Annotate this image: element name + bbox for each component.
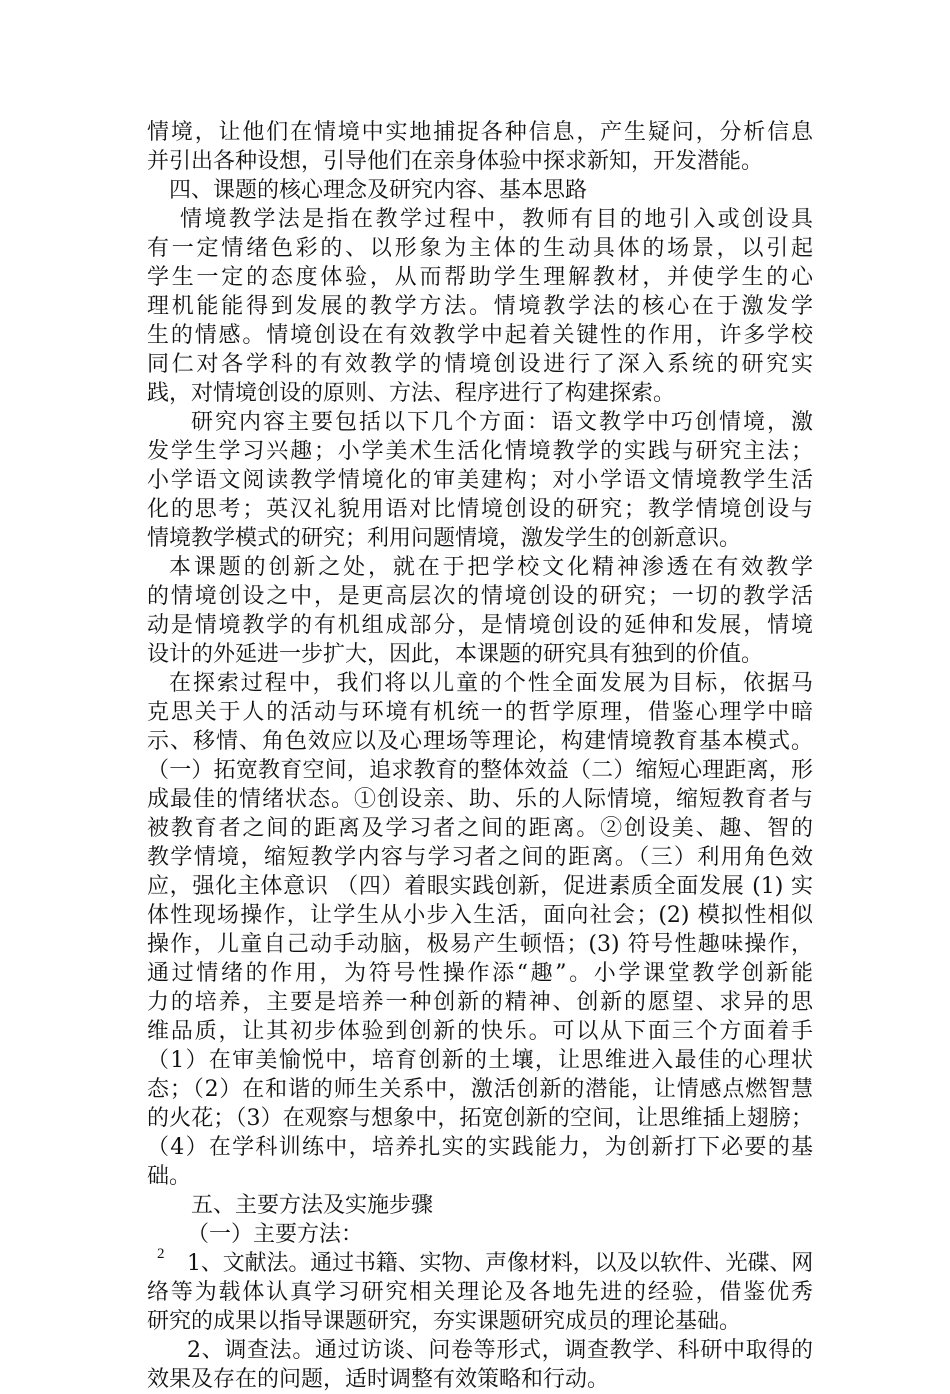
- text-line: 的火花；（3）在观察与想象中，拓宽创新的空间，让思维插上翅膀；: [147, 1106, 813, 1131]
- text-line: 操作，儿童自己动手动脑，极易产生顿悟；(3) 符号性趣味操作，: [147, 932, 813, 957]
- text-line: 在探索过程中，我们将以儿童的个性全面发展为目标，依据马: [169, 671, 813, 696]
- text-line: 础。: [147, 1164, 192, 1189]
- subsection-heading: （一）主要方法：: [187, 1222, 364, 1247]
- text-line: 力的培养，主要是培养一种创新的精神、创新的愿望、求异的思: [147, 990, 813, 1015]
- text-line: 有一定情绪色彩的、以形象为主体的生动具体的场景，以引起: [147, 236, 813, 261]
- text-line: 情境，让他们在情境中实地捕捉各种信息，产生疑问，分析信息: [147, 120, 813, 145]
- section-heading: 四、课题的核心理念及研究内容、基本思路: [169, 178, 588, 203]
- text-line: （一）拓宽教育空间，追求教育的整体效益（二）缩短心理距离，形: [147, 758, 813, 783]
- text-line: 态；（2）在和谐的师生关系中，激活创新的潜能，让情感点燃智慧: [147, 1077, 813, 1102]
- text-line: 应，强化主体意识 （四）着眼实践创新，促进素质全面发展 (1) 实: [147, 874, 813, 899]
- text-line: 同仁对各学科的有效教学的情境创设进行了深入系统的研究实: [147, 352, 813, 377]
- text-line: 1、文献法。通过书籍、实物、声像材料，以及以软件、光碟、网: [187, 1251, 813, 1276]
- text-line: 教学情境，缩短教学内容与学习者之间的距离。（三）利用角色效: [147, 845, 813, 870]
- text-line: （1）在审美愉悦中，培育创新的土壤，让思维进入最佳的心理状: [147, 1048, 813, 1073]
- text-line: 情境教学模式的研究；利用问题情境，激发学生的创新意识。: [147, 526, 742, 551]
- text-line: 发学生学习兴趣；小学美术生活化情境教学的实践与研究主法；: [147, 439, 813, 464]
- text-line: 体性现场操作，让学生从小步入生活，面向社会；(2) 模拟性相似: [147, 903, 813, 928]
- text-line: 研究的成果以指导课题研究，夯实课题研究成员的理论基础。: [147, 1309, 742, 1334]
- text-line: 通过情绪的作用，为符号性操作添“趣”。小学课堂教学创新能: [147, 961, 813, 986]
- text-line: 理机能能得到发展的教学方法。情境教学法的核心在于激发学: [147, 294, 813, 319]
- text-line: 被教育者之间的距离及学习者之间的距离。②创设美、趣、智的: [147, 816, 813, 841]
- text-line: （4）在学科训练中，培养扎实的实践能力，为创新打下必要的基: [147, 1135, 813, 1160]
- text-line: 效果及存在的问题，适时调整有效策略和行动。: [147, 1367, 610, 1392]
- text-line: 研究内容主要包括以下几个方面：语文教学中巧创情境，激: [191, 410, 813, 435]
- text-line: 维品质，让其初步体验到创新的快乐。可以从下面三个方面着手: [147, 1019, 813, 1044]
- text-line: 学生一定的态度体验，从而帮助学生理解教材，并使学生的心: [147, 265, 813, 290]
- text-line: 设计的外延进一步扩大，因此，本课题的研究具有独到的价值。: [147, 642, 764, 667]
- section-heading: 五、主要方法及实施步骤: [191, 1193, 434, 1218]
- text-line: 的情境创设之中，是更高层次的情境创设的研究；一切的教学活: [147, 584, 813, 609]
- text-line: 并引出各种设想，引导他们在亲身体验中探求新知，开发潜能。: [147, 149, 764, 174]
- page-number: 2: [157, 1246, 165, 1262]
- text-line: 示、移情、角色效应以及心理场等理论，构建情境教育基本模式。: [147, 729, 813, 754]
- text-line: 动是情境教学的有机组成部分，是情境创设的延伸和发展，情境: [147, 613, 813, 638]
- text-line: 化的思考；英汉礼貌用语对比情境创设的研究；教学情境创设与: [147, 497, 813, 522]
- text-line: 克思关于人的活动与环境有机统一的哲学原理，借鉴心理学中暗: [147, 700, 813, 725]
- text-line: 成最佳的情绪状态。①创设亲、助、乐的人际情境，缩短教育者与: [147, 787, 813, 812]
- text-line: 2、调查法。通过访谈、问卷等形式，调查教学、科研中取得的: [187, 1338, 813, 1363]
- text-line: 本课题的创新之处，就在于把学校文化精神渗透在有效教学: [169, 555, 813, 580]
- body-text: [147, 118, 813, 1394]
- text-line: 生的情感。情境创设在有效教学中起着关键性的作用，许多学校: [147, 323, 813, 348]
- text-line: 络等为载体认真学习研究相关理论及各地先进的经验，借鉴优秀: [147, 1280, 813, 1305]
- text-line: 小学语文阅读教学情境化的审美建构；对小学语文情境教学生活: [147, 468, 813, 493]
- text-line: 情境教学法是指在教学过程中，教师有目的地引入或创设具: [180, 207, 813, 232]
- text-line: 践，对情境创设的原则、方法、程序进行了构建探索。: [147, 381, 676, 406]
